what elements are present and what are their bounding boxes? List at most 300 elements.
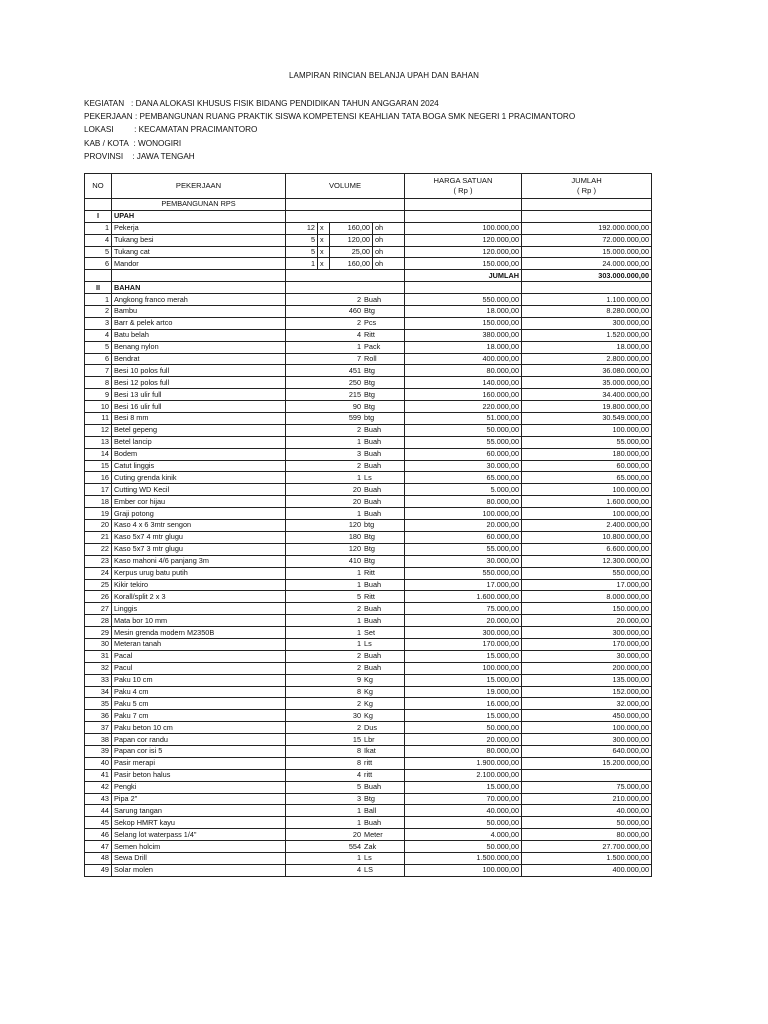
row-volume: [286, 531, 405, 543]
group-row-upah: [85, 210, 652, 222]
row-multiply: x: [318, 222, 330, 234]
row-unit-price: 50.000,00: [405, 817, 522, 829]
row-volume: [286, 472, 405, 484]
row-number: 30: [85, 638, 112, 650]
row-unit: Ball: [364, 805, 377, 815]
row-number: 22: [85, 543, 112, 555]
row-amount: 35.000.000,00: [522, 377, 652, 389]
meta-row: [84, 110, 575, 123]
row-volume: [286, 650, 405, 662]
row-item-name: Besi 13 ulir full: [112, 389, 286, 401]
row-quantity: 2: [356, 698, 362, 708]
row-item-name: Cuting grenda kinik: [112, 472, 286, 484]
row-unit-price: 55.000,00: [405, 543, 522, 555]
row-amount: 6.600.000,00: [522, 543, 652, 555]
table-row: [85, 306, 652, 318]
row-unit-price: 50.000,00: [405, 722, 522, 734]
row-quantity: 1: [356, 579, 362, 589]
row-unit: Ls: [364, 639, 372, 649]
row-quantity: 1: [356, 805, 362, 815]
table-row: [85, 722, 652, 734]
table-row: [85, 674, 652, 686]
row-unit: btg: [364, 520, 375, 530]
row-item-name: Mata bor 10 mm: [112, 615, 286, 627]
row-number: 44: [85, 805, 112, 817]
row-number: 4: [85, 329, 112, 341]
row-unit-price: 60.000,00: [405, 531, 522, 543]
row-number: 13: [85, 436, 112, 448]
row-volume: [286, 627, 405, 639]
table-row: [85, 638, 652, 650]
row-number: 1: [85, 222, 112, 234]
row-amount: 8.000.000,00: [522, 591, 652, 603]
row-volume: [286, 496, 405, 508]
row-volume: [286, 306, 405, 318]
table-row: [85, 401, 652, 413]
row-amount: 12.300.000,00: [522, 555, 652, 567]
row-unit: Ritt: [364, 591, 375, 601]
row-quantity: 1: [356, 568, 362, 578]
row-number: 15: [85, 460, 112, 472]
row-volume: [286, 769, 405, 781]
row-volume: 25,00: [330, 246, 373, 258]
row-unit-price: 50.000,00: [405, 841, 522, 853]
meta-separator: :: [128, 138, 138, 148]
row-quantity: 410: [348, 556, 362, 566]
row-volume: [286, 436, 405, 448]
row-quantity: 1: [356, 437, 362, 447]
row-number: 19: [85, 508, 112, 520]
row-multiply: x: [318, 258, 330, 270]
row-quantity: 90: [352, 401, 362, 411]
row-number: 41: [85, 769, 112, 781]
row-quantity: 2: [356, 425, 362, 435]
row-item-name: Batu belah: [112, 329, 286, 341]
row-volume: [286, 389, 405, 401]
row-amount: 1.600.000,00: [522, 496, 652, 508]
table-row: [85, 745, 652, 757]
row-unit: Buah: [364, 603, 382, 613]
row-quantity: 4: [356, 330, 362, 340]
row-number: 6: [85, 258, 112, 270]
table-row: [85, 793, 652, 805]
table-row: [85, 460, 652, 472]
row-item-name: Bambu: [112, 306, 286, 318]
row-item-name: Pasir beton halus: [112, 769, 286, 781]
row-amount: 450.000,00: [522, 710, 652, 722]
row-volume: [286, 508, 405, 520]
group-number: I: [85, 210, 112, 222]
row-unit-price: 380.000,00: [405, 329, 522, 341]
row-number: 20: [85, 520, 112, 532]
meta-label: PROVINSI: [84, 151, 124, 161]
row-number: 5: [85, 341, 112, 353]
row-unit: Pcs: [364, 318, 377, 328]
table-row: [85, 413, 652, 425]
row-amount: 1.100.000,00: [522, 294, 652, 306]
row-quantity: 2: [356, 318, 362, 328]
row-number: 4: [85, 234, 112, 246]
row-volume: [286, 781, 405, 793]
row-amount: 2.800.000,00: [522, 353, 652, 365]
row-volume: [286, 805, 405, 817]
row-number: 47: [85, 841, 112, 853]
row-unit-price: 100.000,00: [405, 222, 522, 234]
row-unit-price: 170.000,00: [405, 638, 522, 650]
row-unit-price: 20.000,00: [405, 615, 522, 627]
row-number: 28: [85, 615, 112, 627]
row-number: 6: [85, 353, 112, 365]
table-row: [85, 365, 652, 377]
row-number: 45: [85, 817, 112, 829]
row-unit: Buah: [364, 508, 382, 518]
row-unit: Ikat: [364, 746, 376, 756]
row-unit: Buah: [364, 449, 382, 459]
row-quantity: 451: [348, 365, 362, 375]
row-unit: Ls: [364, 853, 372, 863]
row-volume: [286, 317, 405, 329]
row-item-name: Besi 8 mm: [112, 413, 286, 425]
row-amount: 2.400.000,00: [522, 520, 652, 532]
row-item-name: Selang lot waterpass 1/4": [112, 829, 286, 841]
row-amount: 100.000,00: [522, 722, 652, 734]
row-number: 23: [85, 555, 112, 567]
row-volume: [286, 817, 405, 829]
row-number: 11: [85, 413, 112, 425]
row-unit: oh: [373, 222, 405, 234]
row-quantity: 250: [348, 377, 362, 387]
row-unit-price: 80.000,00: [405, 365, 522, 377]
row-unit: Dus: [364, 722, 377, 732]
table-row: [85, 817, 652, 829]
row-volume: [286, 353, 405, 365]
header-volume: VOLUME: [286, 174, 405, 199]
row-unit-price: 300.000,00: [405, 627, 522, 639]
row-item-name: Kikir tekiro: [112, 579, 286, 591]
row-unit-price: 80.000,00: [405, 745, 522, 757]
row-unit-price: 70.000,00: [405, 793, 522, 805]
row-volume: [286, 579, 405, 591]
row-volume: [286, 710, 405, 722]
row-unit: Buah: [364, 425, 382, 435]
row-unit-price: 15.000,00: [405, 674, 522, 686]
row-item-name: Graji potong: [112, 508, 286, 520]
row-item-name: Tukang cat: [112, 246, 286, 258]
row-item-name: Paku 4 cm: [112, 686, 286, 698]
table-row: [85, 436, 652, 448]
group-number: II: [85, 282, 112, 294]
row-volume: [286, 745, 405, 757]
meta-label: PEKERJAAN: [84, 112, 133, 122]
row-number: 49: [85, 864, 112, 876]
row-quantity: 2: [356, 651, 362, 661]
row-item-name: Mesin grenda modern M2350B: [112, 627, 286, 639]
row-number: 3: [85, 317, 112, 329]
row-quantity: 2: [356, 461, 362, 471]
row-item-name: Cutting WD Kecil: [112, 484, 286, 496]
row-quantity: 12: [286, 222, 318, 234]
row-amount: 27.700.000,00: [522, 841, 652, 853]
row-unit: Btg: [364, 306, 375, 316]
row-unit: Btg: [364, 365, 375, 375]
row-unit: Kg: [364, 710, 373, 720]
row-number: 35: [85, 698, 112, 710]
row-item-name: Kaso 4 x 6 3mtr sengon: [112, 520, 286, 532]
row-number: 33: [85, 674, 112, 686]
row-unit: Buah: [364, 651, 382, 661]
row-unit-price: 550.000,00: [405, 294, 522, 306]
header-jumlah-line2: ( Rp ): [577, 186, 596, 195]
row-number: 29: [85, 627, 112, 639]
table-row: [85, 484, 652, 496]
row-quantity: 8: [356, 746, 362, 756]
row-unit-price: 60.000,00: [405, 448, 522, 460]
row-quantity: 20: [352, 496, 362, 506]
row-quantity: 1: [286, 258, 318, 270]
row-unit: Kg: [364, 698, 373, 708]
row-unit: Buah: [364, 615, 382, 625]
row-amount: 30.549.000,00: [522, 413, 652, 425]
table-row: [85, 258, 652, 270]
row-item-name: Pasir merapi: [112, 757, 286, 769]
meta-block: [84, 97, 575, 163]
meta-row: [84, 150, 575, 163]
row-item-name: Solar molen: [112, 864, 286, 876]
row-item-name: Paku 7 cm: [112, 710, 286, 722]
row-unit-price: 19.000,00: [405, 686, 522, 698]
row-number: 12: [85, 424, 112, 436]
total-label: JUMLAH: [405, 270, 522, 282]
table-row: [85, 531, 652, 543]
row-volume: [286, 341, 405, 353]
row-quantity: 5: [356, 782, 362, 792]
table-row: [85, 567, 652, 579]
table-row: [85, 353, 652, 365]
row-amount: 100.000,00: [522, 484, 652, 496]
row-unit: ritt: [364, 758, 373, 768]
row-item-name: Mandor: [112, 258, 286, 270]
row-number: 46: [85, 829, 112, 841]
meta-separator: :: [123, 151, 137, 161]
meta-value: KECAMATAN PRACIMANTORO: [138, 125, 258, 135]
row-amount: 17.000,00: [522, 579, 652, 591]
row-unit-price: 50.000,00: [405, 424, 522, 436]
row-amount: 300.000,00: [522, 627, 652, 639]
table-row: [85, 579, 652, 591]
row-unit-price: 160.000,00: [405, 389, 522, 401]
row-unit-price: 15.000,00: [405, 781, 522, 793]
header-harga-line2: ( Rp ): [453, 186, 473, 195]
row-amount: 200.000,00: [522, 662, 652, 674]
row-unit: Lbr: [364, 734, 375, 744]
row-unit-price: 2.100.000,00: [405, 769, 522, 781]
row-item-name: Pacal: [112, 650, 286, 662]
row-unit: LS: [364, 865, 373, 875]
row-number: 31: [85, 650, 112, 662]
row-volume: [286, 793, 405, 805]
row-volume: [286, 698, 405, 710]
row-amount: 65.000,00: [522, 472, 652, 484]
row-quantity: 554: [348, 841, 362, 851]
row-number: 8: [85, 377, 112, 389]
table-row: [85, 424, 652, 436]
total-value: 303.000.000,00: [522, 270, 652, 282]
row-unit: Btg: [364, 377, 375, 387]
row-amount: 15.000.000,00: [522, 246, 652, 258]
row-amount: 550.000,00: [522, 567, 652, 579]
row-unit: Btg: [364, 532, 375, 542]
row-quantity: 20: [352, 484, 362, 494]
row-amount: 170.000,00: [522, 638, 652, 650]
row-number: 25: [85, 579, 112, 591]
row-item-name: Barr & pelek artco: [112, 317, 286, 329]
row-item-name: Besi 16 ulir full: [112, 401, 286, 413]
row-unit: Btg: [364, 401, 375, 411]
row-item-name: Betel lancip: [112, 436, 286, 448]
row-amount: 100.000,00: [522, 508, 652, 520]
row-unit: Buah: [364, 461, 382, 471]
row-quantity: 1: [356, 627, 362, 637]
table-row: [85, 841, 652, 853]
row-volume: 160,00: [330, 258, 373, 270]
row-item-name: Benang nylon: [112, 341, 286, 353]
table-row: [85, 698, 652, 710]
table-row: [85, 329, 652, 341]
row-amount: 30.000,00: [522, 650, 652, 662]
meta-label: KAB / KOTA: [84, 138, 129, 148]
row-number: 36: [85, 710, 112, 722]
meta-row: [84, 123, 575, 136]
row-volume: [286, 722, 405, 734]
row-amount: 75.000,00: [522, 781, 652, 793]
row-item-name: Kaso 5x7 3 mtr glugu: [112, 543, 286, 555]
row-quantity: 460: [348, 306, 362, 316]
row-volume: [286, 413, 405, 425]
row-unit-price: 550.000,00: [405, 567, 522, 579]
row-item-name: Kerpus urug batu putih: [112, 567, 286, 579]
table-row: [85, 555, 652, 567]
row-number: 40: [85, 757, 112, 769]
row-quantity: 1: [356, 342, 362, 352]
row-number: 21: [85, 531, 112, 543]
row-item-name: Bendrat: [112, 353, 286, 365]
row-number: 43: [85, 793, 112, 805]
row-unit: Buah: [364, 496, 382, 506]
row-number: 26: [85, 591, 112, 603]
row-unit-price: 140.000,00: [405, 377, 522, 389]
row-quantity: 8: [356, 758, 362, 768]
row-amount: 36.080.000,00: [522, 365, 652, 377]
header-no: NO: [85, 174, 112, 199]
row-volume: [286, 460, 405, 472]
meta-label: KEGIATAN: [84, 99, 125, 108]
row-amount: 15.200.000,00: [522, 757, 652, 769]
row-number: 7: [85, 365, 112, 377]
row-volume: 120,00: [330, 234, 373, 246]
row-amount: [522, 769, 652, 781]
row-unit: Kg: [364, 675, 373, 685]
row-number: 2: [85, 306, 112, 318]
row-volume: [286, 734, 405, 746]
table-row: [85, 757, 652, 769]
table-row: [85, 650, 652, 662]
row-unit-price: 30.000,00: [405, 460, 522, 472]
table-row: [85, 615, 652, 627]
row-amount: 20.000,00: [522, 615, 652, 627]
row-quantity: 1: [356, 639, 362, 649]
row-unit-price: 1.600.000,00: [405, 591, 522, 603]
row-number: 32: [85, 662, 112, 674]
row-volume: [286, 520, 405, 532]
row-unit-price: 20.000,00: [405, 520, 522, 532]
row-volume: [286, 864, 405, 876]
table-row: [85, 852, 652, 864]
row-volume: [286, 603, 405, 615]
row-quantity: 599: [348, 413, 362, 423]
row-number: 17: [85, 484, 112, 496]
row-unit-price: 55.000,00: [405, 436, 522, 448]
row-unit-price: 100.000,00: [405, 662, 522, 674]
row-quantity: 9: [356, 675, 362, 685]
row-number: 38: [85, 734, 112, 746]
row-unit-price: 18.000,00: [405, 306, 522, 318]
row-unit-price: 30.000,00: [405, 555, 522, 567]
table-row: [85, 627, 652, 639]
table-row: [85, 591, 652, 603]
table-row: [85, 246, 652, 258]
row-amount: 1.520.000,00: [522, 329, 652, 341]
row-unit-price: 5.000,00: [405, 484, 522, 496]
table-row: [85, 734, 652, 746]
row-volume: [286, 365, 405, 377]
header-row: [85, 174, 652, 199]
row-quantity: 8: [356, 686, 362, 696]
row-amount: 1.500.000,00: [522, 852, 652, 864]
total-row: [85, 270, 652, 282]
row-volume: [286, 567, 405, 579]
row-quantity: 4: [356, 770, 362, 780]
header-harga: [405, 174, 522, 199]
row-unit: oh: [373, 258, 405, 270]
row-number: 27: [85, 603, 112, 615]
row-quantity: 2: [356, 722, 362, 732]
row-unit: oh: [373, 246, 405, 258]
row-quantity: 1: [356, 853, 362, 863]
row-unit-price: 4.000,00: [405, 829, 522, 841]
meta-value: PEMBANGUNAN RUANG PRAKTIK SISWA KOMPETENSI KEAHLIAN TATA BOGA SMK NEGERI 1 PRACIMANTORO: [139, 112, 576, 122]
table-row: [85, 377, 652, 389]
group-label: UPAH: [112, 210, 286, 222]
document-title: LAMPIRAN RINCIAN BELANJA UPAH DAN BAHAN: [288, 71, 480, 80]
row-number: 9: [85, 389, 112, 401]
row-quantity: 1: [356, 615, 362, 625]
table-row: [85, 496, 652, 508]
table-row: [85, 686, 652, 698]
row-number: 14: [85, 448, 112, 460]
row-volume: [286, 638, 405, 650]
row-unit-price: 40.000,00: [405, 805, 522, 817]
meta-label: LOKASI: [84, 125, 114, 135]
row-quantity: 2: [356, 663, 362, 673]
row-item-name: Betel gepeng: [112, 424, 286, 436]
row-unit: Ritt: [364, 568, 375, 578]
row-unit: btg: [364, 413, 375, 423]
table-row: [85, 769, 652, 781]
table-row: [85, 448, 652, 460]
row-volume: [286, 484, 405, 496]
row-unit-price: 400.000,00: [405, 353, 522, 365]
row-quantity: 3: [356, 449, 362, 459]
